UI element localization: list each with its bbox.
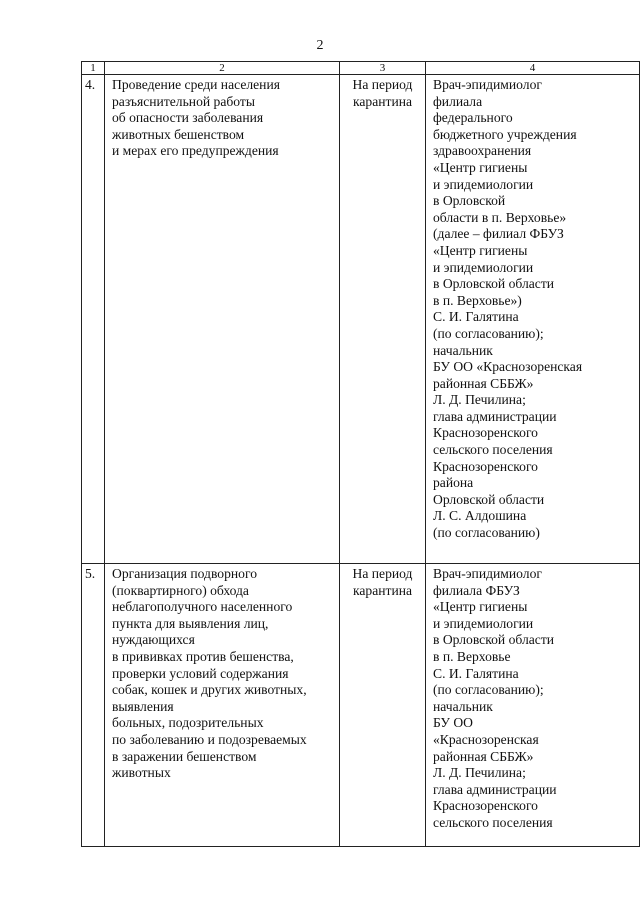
text-line: глава администрации xyxy=(433,408,557,424)
text-line: «Центр гигиены xyxy=(433,599,528,615)
text-line: сельского поселения xyxy=(433,814,553,830)
text-line: начальник xyxy=(433,698,493,714)
text-line: в п. Верховье xyxy=(433,648,511,664)
table-row xyxy=(82,75,640,564)
row-number: 5. xyxy=(82,564,105,847)
text-line: в Орловской области xyxy=(433,632,555,648)
text-line: карантина xyxy=(352,93,413,109)
text-line: Краснозоренского xyxy=(433,798,538,814)
text-line: На период xyxy=(352,77,413,92)
text-line: пункта для выявления лиц, xyxy=(112,615,269,631)
text-line: Орловской области xyxy=(433,491,545,507)
text-line: выявления xyxy=(112,698,174,714)
page-number: 2 xyxy=(316,38,324,53)
text-line: (по согласованию); xyxy=(433,682,544,698)
text-line: здравоохранения xyxy=(433,143,532,159)
measures-table xyxy=(81,61,640,847)
text-line: Врач-эпидимиолог xyxy=(433,77,542,92)
measure-period xyxy=(340,75,426,564)
text-line: глава администрации xyxy=(433,781,557,797)
text-line: Л. Д. Печилина; xyxy=(433,765,526,781)
text-line: Л. Д. Печилина; xyxy=(433,392,526,408)
measure-description xyxy=(105,564,340,847)
text-line: и мерах его предупреждения xyxy=(112,143,279,159)
text-line: в заражении бешенством xyxy=(112,748,257,764)
text-line: Проведение среди населения xyxy=(112,77,280,92)
text-line: федерального xyxy=(433,110,513,126)
text-line: начальник xyxy=(433,342,493,358)
table-header-row xyxy=(82,62,640,75)
text-line: (поквартирного) обхода xyxy=(112,582,249,598)
text-line: Краснозоренского xyxy=(433,425,538,441)
text-line: «Центр гигиены xyxy=(433,159,528,175)
text-line: собак, кошек и других животных, xyxy=(112,682,307,698)
measure-executors xyxy=(426,75,640,564)
text-line: «Центр гигиены xyxy=(433,242,528,258)
text-line: нуждающихся xyxy=(112,632,195,648)
column-header-1: 1 xyxy=(82,62,105,75)
text-line: Организация подворного xyxy=(112,566,257,581)
text-line: в прививках против бешенства, xyxy=(112,648,294,664)
text-line: филиала xyxy=(433,93,483,109)
text-line: об опасности заболевания xyxy=(112,110,264,126)
column-header-4: 4 xyxy=(426,62,640,75)
text-line: Краснозоренского xyxy=(433,458,538,474)
text-line: проверки условий содержания xyxy=(112,665,289,681)
text-line: районная СББЖ» xyxy=(433,375,534,391)
measure-description xyxy=(105,75,340,564)
text-line: в п. Верховье») xyxy=(433,292,522,308)
text-line: и эпидемиологии xyxy=(433,176,534,192)
text-line: сельского поселения xyxy=(433,442,553,458)
text-line: по заболеванию и подозреваемых xyxy=(112,731,307,747)
text-line: Л. С. Алдошина xyxy=(433,508,527,524)
text-line: и эпидемиологии xyxy=(433,259,534,275)
text-line: в Орловской области xyxy=(433,276,555,292)
text-line: филиала ФБУЗ xyxy=(433,582,520,598)
text-line: области в п. Верховье» xyxy=(433,209,567,225)
text-line: районная СББЖ» xyxy=(433,748,534,764)
table-row xyxy=(82,564,640,847)
text-line: (по согласованию) xyxy=(433,525,540,541)
text-line: Врач-эпидимиолог xyxy=(433,566,542,581)
text-line: животных бешенством xyxy=(112,126,245,142)
text-line: неблагополучного населенного xyxy=(112,599,293,615)
text-line: С. И. Галятина xyxy=(433,309,519,325)
column-header-2: 2 xyxy=(105,62,340,75)
text-line: карантина xyxy=(352,582,413,598)
text-line: и эпидемиологии xyxy=(433,615,534,631)
column-header-3: 3 xyxy=(340,62,426,75)
row-number: 4. xyxy=(82,75,105,564)
text-line: БУ ОО xyxy=(433,715,473,731)
text-line: разъяснительной работы xyxy=(112,93,255,109)
measure-executors xyxy=(426,564,640,847)
text-line: (далее – филиал ФБУЗ xyxy=(433,226,564,242)
text-line: больных, подозрительных xyxy=(112,715,264,731)
text-line: в Орловской xyxy=(433,193,506,209)
text-line: района xyxy=(433,475,474,491)
text-line: (по согласованию); xyxy=(433,325,544,341)
text-line: бюджетного учреждения xyxy=(433,126,577,142)
text-line: БУ ОО «Краснозоренская xyxy=(433,359,583,375)
text-line: С. И. Галятина xyxy=(433,665,519,681)
text-line: животных xyxy=(112,765,171,781)
measure-period xyxy=(340,564,426,847)
text-line: На период xyxy=(352,566,413,581)
text-line: «Краснозоренская xyxy=(433,731,539,747)
